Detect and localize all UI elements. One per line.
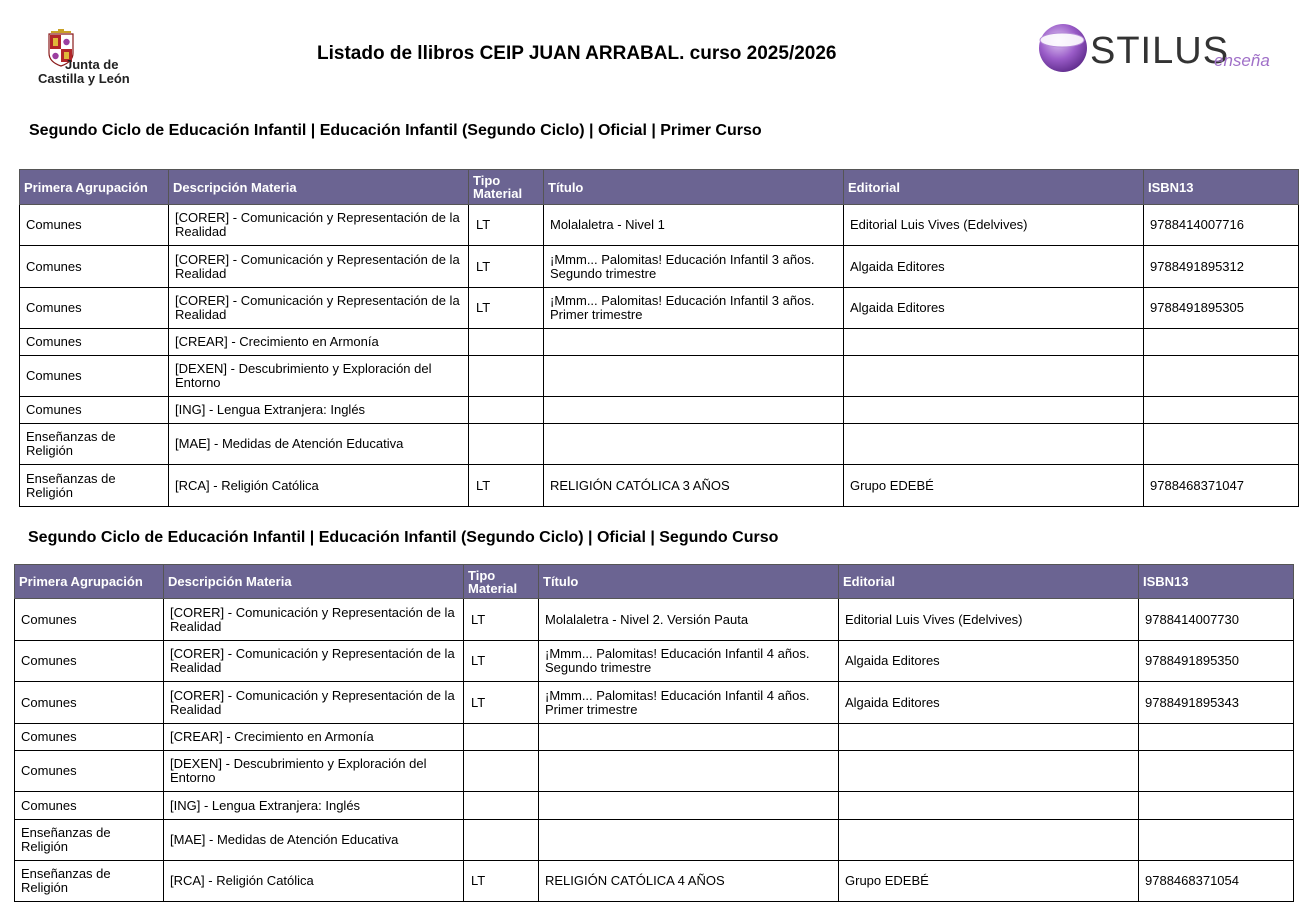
cell-tipo: LT bbox=[469, 288, 544, 329]
cell-tipo bbox=[464, 724, 539, 751]
cell-tipo: LT bbox=[469, 246, 544, 288]
cell-editorial bbox=[839, 792, 1139, 820]
cell-agrupacion: Comunes bbox=[20, 397, 169, 424]
cell-isbn: 9788414007730 bbox=[1139, 599, 1294, 641]
cell-isbn bbox=[1144, 397, 1299, 424]
cell-materia: [CORER] - Comunicación y Representación de la Realidad bbox=[169, 288, 469, 329]
cell-materia: [ING] - Lengua Extranjera: Inglés bbox=[169, 397, 469, 424]
cell-materia: [CORER] - Comunicación y Representación de la Realidad bbox=[164, 682, 464, 724]
column-header: Primera Agrupación bbox=[20, 170, 169, 205]
cell-isbn bbox=[1139, 724, 1294, 751]
cell-editorial: Algaida Editores bbox=[839, 641, 1139, 682]
cell-titulo: RELIGIÓN CATÓLICA 3 AÑOS bbox=[544, 465, 844, 507]
books-table-primer-curso bbox=[19, 169, 1299, 507]
cell-isbn bbox=[1139, 820, 1294, 861]
column-header: Primera Agrupación bbox=[15, 565, 164, 599]
table-row bbox=[20, 465, 1299, 507]
cell-titulo: ¡Mmm... Palomitas! Educación Infantil 4 años. Primer trimestre bbox=[539, 682, 839, 724]
document-title: Listado de llibros CEIP JUAN ARRABAL. curso 2025/2026 bbox=[317, 43, 837, 64]
cell-agrupacion: Comunes bbox=[15, 599, 164, 641]
table-row bbox=[20, 246, 1299, 288]
cell-isbn: 9788491895305 bbox=[1144, 288, 1299, 329]
column-header: Descripción Materia bbox=[169, 170, 469, 205]
table-row bbox=[20, 205, 1299, 246]
cell-tipo: LT bbox=[464, 599, 539, 641]
cell-agrupacion: Enseñanzas de Religión bbox=[20, 424, 169, 465]
cell-tipo bbox=[469, 356, 544, 397]
cell-editorial bbox=[839, 724, 1139, 751]
table-row bbox=[20, 288, 1299, 329]
table-row bbox=[20, 424, 1299, 465]
cell-editorial bbox=[839, 751, 1139, 792]
cell-agrupacion: Enseñanzas de Religión bbox=[15, 861, 164, 902]
junta-castilla-leon-logo bbox=[38, 26, 148, 90]
cell-materia: [CORER] - Comunicación y Representación de la Realidad bbox=[164, 641, 464, 682]
cell-isbn: 9788491895343 bbox=[1139, 682, 1294, 724]
cell-tipo bbox=[464, 751, 539, 792]
cell-isbn: 9788468371047 bbox=[1144, 465, 1299, 507]
cell-agrupacion: Comunes bbox=[15, 751, 164, 792]
cell-editorial: Editorial Luis Vives (Edelvives) bbox=[844, 205, 1144, 246]
cell-materia: [DEXEN] - Descubrimiento y Exploración del Entorno bbox=[164, 751, 464, 792]
cell-titulo: Molalaletra - Nivel 2. Versión Pauta bbox=[539, 599, 839, 641]
cell-editorial: Algaida Editores bbox=[844, 246, 1144, 288]
cell-editorial: Grupo EDEBÉ bbox=[839, 861, 1139, 902]
column-header: Título bbox=[544, 170, 844, 205]
cell-titulo bbox=[544, 329, 844, 356]
logo-line-2: Castilla y León bbox=[38, 71, 130, 86]
table-row bbox=[15, 641, 1294, 682]
cell-editorial bbox=[844, 356, 1144, 397]
cell-materia: [MAE] - Medidas de Atención Educativa bbox=[164, 820, 464, 861]
cell-editorial: Editorial Luis Vives (Edelvives) bbox=[839, 599, 1139, 641]
cell-titulo: Molalaletra - Nivel 1 bbox=[544, 205, 844, 246]
cell-isbn bbox=[1144, 329, 1299, 356]
cell-agrupacion: Comunes bbox=[15, 724, 164, 751]
cell-isbn: 9788468371054 bbox=[1139, 861, 1294, 902]
cell-editorial: Algaida Editores bbox=[844, 288, 1144, 329]
cell-isbn bbox=[1144, 356, 1299, 397]
cell-materia: [MAE] - Medidas de Atención Educativa bbox=[169, 424, 469, 465]
cell-materia: [DEXEN] - Descubrimiento y Exploración del Entorno bbox=[169, 356, 469, 397]
cell-agrupacion: Comunes bbox=[20, 329, 169, 356]
stilus-tagline: enseña bbox=[1214, 51, 1270, 70]
cell-titulo: ¡Mmm... Palomitas! Educación Infantil 4 años. Segundo trimestre bbox=[539, 641, 839, 682]
table-row bbox=[20, 356, 1299, 397]
cell-tipo bbox=[469, 329, 544, 356]
cell-tipo: LT bbox=[464, 682, 539, 724]
cell-isbn: 9788491895312 bbox=[1144, 246, 1299, 288]
cell-materia: [CORER] - Comunicación y Representación de la Realidad bbox=[164, 599, 464, 641]
table-row bbox=[15, 682, 1294, 724]
cell-agrupacion: Comunes bbox=[20, 205, 169, 246]
cell-tipo: LT bbox=[469, 205, 544, 246]
cell-isbn bbox=[1139, 751, 1294, 792]
column-header: Tipo Material bbox=[464, 565, 539, 599]
column-header: ISBN13 bbox=[1139, 565, 1294, 599]
cell-editorial bbox=[839, 820, 1139, 861]
cell-titulo bbox=[539, 724, 839, 751]
cell-materia: [CORER] - Comunicación y Representación de la Realidad bbox=[169, 246, 469, 288]
cell-materia: [RCA] - Religión Católica bbox=[169, 465, 469, 507]
cell-agrupacion: Comunes bbox=[20, 246, 169, 288]
column-header: Tipo Material bbox=[469, 170, 544, 205]
column-header: Editorial bbox=[844, 170, 1144, 205]
cell-editorial bbox=[844, 329, 1144, 356]
cell-tipo bbox=[469, 397, 544, 424]
cell-agrupacion: Comunes bbox=[15, 641, 164, 682]
cell-isbn: 9788414007716 bbox=[1144, 205, 1299, 246]
cell-tipo: LT bbox=[464, 641, 539, 682]
cell-titulo: ¡Mmm... Palomitas! Educación Infantil 3 años. Segundo trimestre bbox=[544, 246, 844, 288]
column-header: Título bbox=[539, 565, 839, 599]
cell-tipo bbox=[464, 820, 539, 861]
cell-titulo bbox=[544, 424, 844, 465]
cell-titulo bbox=[544, 397, 844, 424]
cell-titulo: RELIGIÓN CATÓLICA 4 AÑOS bbox=[539, 861, 839, 902]
cell-tipo: LT bbox=[469, 465, 544, 507]
cell-editorial: Algaida Editores bbox=[839, 682, 1139, 724]
cell-tipo bbox=[464, 792, 539, 820]
cell-isbn bbox=[1144, 424, 1299, 465]
cell-titulo bbox=[539, 751, 839, 792]
cell-editorial: Grupo EDEBÉ bbox=[844, 465, 1144, 507]
cell-isbn: 9788491895350 bbox=[1139, 641, 1294, 682]
cell-titulo bbox=[539, 792, 839, 820]
cell-editorial bbox=[844, 424, 1144, 465]
cell-agrupacion: Comunes bbox=[15, 682, 164, 724]
section-title-primer-curso: Segundo Ciclo de Educación Infantil | Educación Infantil (Segundo Ciclo) | Oficial | Primer Curso bbox=[29, 122, 762, 139]
table-row bbox=[15, 751, 1294, 792]
cell-materia: [CREAR] - Crecimiento en Armonía bbox=[169, 329, 469, 356]
table-row bbox=[20, 397, 1299, 424]
cell-titulo bbox=[539, 820, 839, 861]
column-header: ISBN13 bbox=[1144, 170, 1299, 205]
cell-agrupacion: Comunes bbox=[20, 356, 169, 397]
cell-isbn bbox=[1139, 792, 1294, 820]
table-row bbox=[20, 329, 1299, 356]
stilus-logo bbox=[1036, 20, 1286, 74]
cell-materia: [CREAR] - Crecimiento en Armonía bbox=[164, 724, 464, 751]
cell-tipo bbox=[469, 424, 544, 465]
table-row bbox=[15, 792, 1294, 820]
cell-editorial bbox=[844, 397, 1144, 424]
table-row bbox=[15, 599, 1294, 641]
cell-materia: [ING] - Lengua Extranjera: Inglés bbox=[164, 792, 464, 820]
cell-titulo bbox=[544, 356, 844, 397]
table-row bbox=[15, 820, 1294, 861]
stilus-wordmark: STILUS bbox=[1090, 30, 1230, 72]
cell-tipo: LT bbox=[464, 861, 539, 902]
cell-agrupacion: Enseñanzas de Religión bbox=[20, 465, 169, 507]
books-table-segundo-curso bbox=[14, 564, 1294, 902]
column-header: Descripción Materia bbox=[164, 565, 464, 599]
table-row bbox=[15, 861, 1294, 902]
table-row bbox=[15, 724, 1294, 751]
cell-agrupacion: Enseñanzas de Religión bbox=[15, 820, 164, 861]
cell-titulo: ¡Mmm... Palomitas! Educación Infantil 3 años. Primer trimestre bbox=[544, 288, 844, 329]
cell-agrupacion: Comunes bbox=[15, 792, 164, 820]
logo-line-1: Junta de bbox=[65, 57, 119, 72]
cell-agrupacion: Comunes bbox=[20, 288, 169, 329]
section-title-segundo-curso: Segundo Ciclo de Educación Infantil | Educación Infantil (Segundo Ciclo) | Oficial | Segundo Curso bbox=[28, 529, 779, 546]
cell-materia: [RCA] - Religión Católica bbox=[164, 861, 464, 902]
column-header: Editorial bbox=[839, 565, 1139, 599]
stilus-sphere-icon bbox=[1036, 20, 1090, 74]
cell-materia: [CORER] - Comunicación y Representación de la Realidad bbox=[169, 205, 469, 246]
